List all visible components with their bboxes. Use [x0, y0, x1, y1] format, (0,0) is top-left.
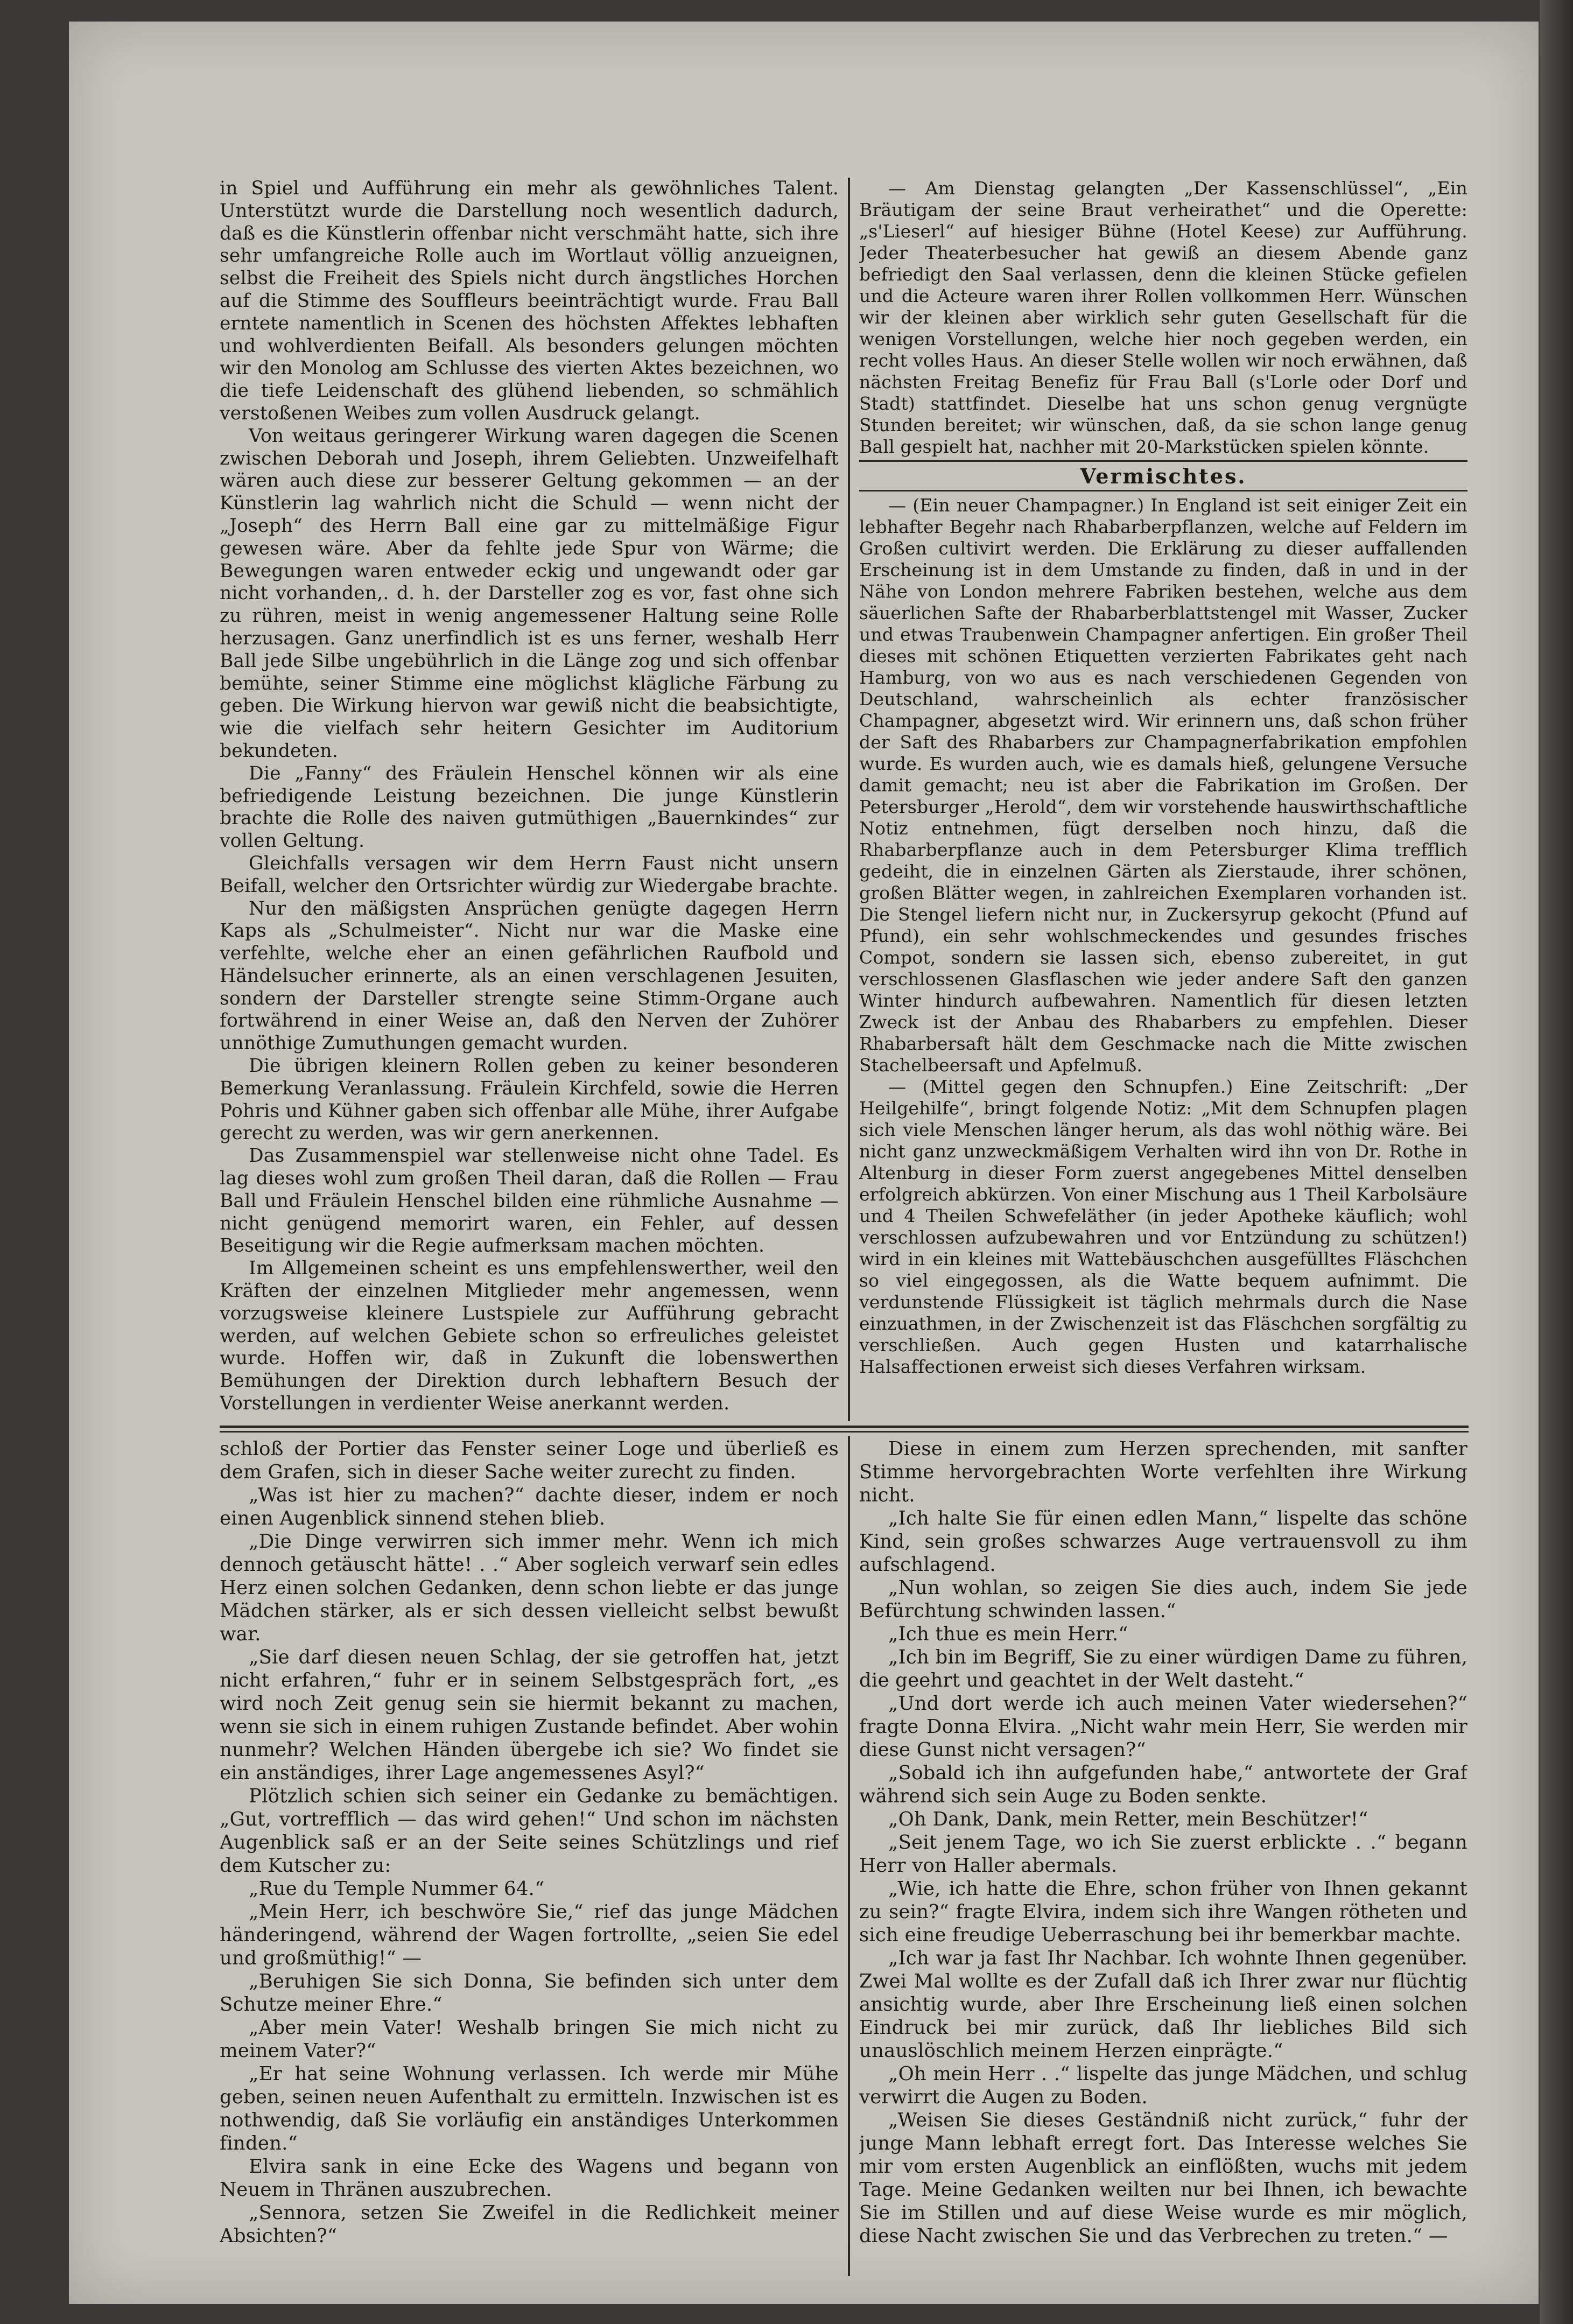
paragraph: „Seit jenem Tage, wo ich Sie zuerst erblickte . .“ begann Herr von Haller abermals. — [859, 1831, 1467, 1877]
paragraph: Diese in einem zum Herzen sprechenden, mit sanfter Stimme hervorgebrachten Worte verfehlten ihre Wirkung nicht. — [859, 1438, 1467, 1506]
paragraph: „Beruhigen Sie sich Donna, Sie befinden sich unter dem Schutze meiner Ehre.“ — [220, 1970, 839, 2016]
section-heading-vermischtes: Vermischtes. — [1080, 464, 1247, 488]
bottom-left-column — [220, 1437, 839, 2277]
column-divider-top — [848, 178, 850, 1421]
article-schnupfen: — (Mittel gegen den Schnupfen.) Eine Zeitschrift: „Der Heilgehilfe“, bringt folgende Notiz: „Mit dem Schnupfen plagen sich viele Menschen länger herum, als das wohl nöthig wäre. Bei nicht ganz unzweckmäßigem Verhalten wird ihn von Dr. Rothe in Altenburg in dieser Form zuerst angegebenes Mittel denselben erfolgreich abkürzen. Von einer Mischung aus 1 Theil Karbolsäure und 4 Theilen Schwefeläther (in jeder Apotheke käuflich; wohl verschlossen aufzubewahren und vor Entzündung zu schützen!) wird in ein kleines mit Wattebäuschchen ausgefülltes Fläschchen so viel eingegossen, als die Watte bequem aufnimmt. Die verdunstende Flüssigkeit ist täglich mehrmals durch die Nase einzuathmen, in der Zwischenzeit ist das Fläschchen sorgfältig zu verschließen. Auch gegen Husten und katarrhalische Halsaffectionen erweist sich dieses Verfahren wirksam. — [859, 1076, 1467, 1377]
paragraph: Von weitaus geringerer Wirkung waren dagegen die Scenen zwischen Deborah und Joseph, ihrem Geliebten. Unzweifelhaft wären auch diese zur besserer Geltung gekommen — an der Künstlerin lag wahrlich nicht die Schuld — wenn nicht der „Joseph“ des Herrn Ball eine gar zu mittelmäßige Figur gewesen wäre. Aber da fehlte jede Spur von Wärme; die Bewegungen waren entweder eckig und ungewandt oder gar nicht vorhanden,. d. h. der Darsteller zog es vor, fast ohne sich zu rühren, meist in wenig angemessener Haltung seine Rolle herzusagen. Ganz unerfindlich ist es uns ferner, weshalb Herr Ball jede Silbe ungebührlich in die Länge zog und sich offenbar bemühte, seiner Stimme eine möglichst klägliche Färbung zu geben. Die Wirkung hiervon war gewiß nicht die beabsichtigte, wie die vielfach sehr heitern Gesichter im Auditorium bekundeten. — [220, 425, 839, 762]
page-binding-edge — [1540, 0, 1573, 2324]
paragraph: in Spiel und Aufführung ein mehr als gewöhnliches Talent. Unterstützt wurde die Darstellung noch wesentlich dadurch, daß es die Künstlerin offenbar nicht verschmäht hatte, sich ihre sehr umfangreiche Rolle auch im Wortlaut völlig anzueignen, selbst die Freiheit des Spiels nicht durch ängstliches Horchen auf die Stimme des Souffleurs beeinträchtigt wurde. Frau Ball erntete namentlich in Scenen des höchsten Affektes lebhaften und wohlverdienten Beifall. Als besonders gelungen möchten wir den Monolog am Schlusse des vierten Aktes bezeichnen, wo die tiefe Leidenschaft des glühend liebenden, so schmählich verstoßenen Weibes zum vollen Ausdruck gelangt. — [220, 178, 839, 424]
paragraph: Das Zusammenspiel war stellenweise nicht ohne Tadel. Es lag dieses wohl zum großen Theil daran, daß die Rollen — Frau Ball und Fräulein Henschel bilden eine rühmliche Ausnahme — nicht genügend memorirt waren, ein Fehler, auf dessen Beseitigung wir die Regie aufmerksam machen möchten. — [220, 1145, 839, 1257]
paragraph: Im Allgemeinen scheint es uns empfehlenswerther, weil den Kräften der einzelnen Mitglieder mehr angemessen, wenn vorzugsweise kleinere Lustspiele zur Aufführung gebracht werden, auf welchen Gebiete schon so erfreuliches geleistet wurde. Hoffen wir, daß in Zukunft die lobenswerthen Bemühungen der Direktion durch lebhaftern Besuch der Vorstellungen in verdienter Weise anerkannt werden. — [220, 1258, 839, 1415]
paragraph: „Oh Dank, Dank, mein Retter, mein Beschützer!“ — [888, 1808, 1368, 1830]
paragraph: „Weisen Sie dieses Geständniß nicht zurück,“ fuhr der junge Mann lebhaft erregt fort. Das Interesse welches Sie mir vom ersten Augenblick an einflößten, wuchs mit jedem Tage. Meine Gedanken weilten nur bei Ihnen, ich bewachte Sie im Stillen und auf diese Weise wurde es mir möglich, diese Nacht zwischen Sie und das Verbrechen zu treten.“ — — [859, 2109, 1467, 2247]
paragraph: „Sennora, setzen Sie Zweifel in die Redlichkeit meiner Absichten?“ — [220, 2202, 839, 2247]
paragraph: Die „Fanny“ des Fräulein Henschel können wir als eine befriedigende Leistung bezeichnen. Die junge Künstlerin brachte die Rolle des naiven gutmüthigen „Bauernkindes“ zur vollen Geltung. — [220, 762, 839, 852]
paragraph: „Er hat seine Wohnung verlassen. Ich werde mir Mühe geben, seinen neuen Aufenthalt zu ermitteln. Inzwischen ist es nothwendig, daß Sie vorläufig ein anständiges Unterkommen finden.“ — [220, 2063, 839, 2154]
top-left-column — [220, 178, 839, 1421]
paragraph: „Ich bin im Begriff, Sie zu einer würdigen Dame zu führen, die geehrt und geachtet in der Welt dasteht.“ — [859, 1646, 1467, 1691]
feuilleton-separator-rule — [220, 1431, 1469, 1433]
paragraph: „Ich thue es mein Herr.“ — [888, 1623, 1128, 1645]
paragraph: „Sobald ich ihn aufgefunden habe,“ antwortete der Graf während sich sein Auge zu Boden senkte. — [859, 1762, 1467, 1807]
paragraph: Elvira sank in eine Ecke des Wagens und begann von Neuem in Thränen auszubrechen. — [220, 2156, 839, 2201]
paragraph: schloß der Portier das Fenster seiner Loge und überließ es dem Grafen, sich in dieser Sache weiter zurecht zu finden. — [220, 1438, 839, 1483]
feuilleton-separator-rule — [220, 1426, 1469, 1428]
theatre-notice: — Am Dienstag gelangten „Der Kassenschlüssel“, „Ein Bräutigam der seine Braut verheirathet“ und die Operette: „s'Lieserl“ auf hiesiger Bühne (Hotel Keese) zur Aufführung. Jeder Theaterbesucher hat gewiß an diesem Abende ganz befriedigt den Saal verlassen, denn die kleinen Stücke gefielen und die Acteure waren ihrer Rollen vollkommen Herr. Wünschen wir der kleinen aber wirklich sehr guten Gesellschaft für die wenigen Vorstellungen, welche hier noch gegeben werden, ein recht volles Haus. An dieser Stelle wollen wir noch erwähnen, daß nächsten Freitag Benefiz für Frau Ball (s'Lorle oder Dorf und Stadt) stattfindet. Dieselbe hat uns schon genug vergnügte Stunden bereitet; wir wünschen, daß, da sie schon lange genug Ball gespielt hat, nachher mit 20-Markstücken spielen könnte. — [859, 178, 1467, 457]
paragraph: Die übrigen kleinern Rollen geben zu keiner besonderen Bemerkung Veranlassung. Fräulein Kirchfeld, sowie die Herren Pohris und Kühner gaben sich offenbar alle Mühe, ihrer Aufgabe gerecht zu werden, was wir gern anerkennen. — [220, 1055, 839, 1145]
paragraph: „Nun wohlan, so zeigen Sie dies auch, indem Sie jede Befürchtung schwinden lassen.“ — [859, 1577, 1467, 1622]
paragraph: „Oh mein Herr . .“ lispelte das junge Mädchen, und schlug verwirrt die Augen zu Boden. — [859, 2063, 1467, 2108]
paragraph: „Ich halte Sie für einen edlen Mann,“ lispelte das schöne Kind, sein großes schwarzes Auge vertrauensvoll zu ihm aufschlagend. — [859, 1507, 1467, 1576]
paragraph: „Was ist hier zu machen?“ dachte dieser, indem er noch einen Augenblick sinnend stehen blieb. — [220, 1484, 839, 1529]
column-divider-bottom — [848, 1436, 850, 2276]
bottom-right-column — [859, 1437, 1467, 2277]
paragraph: „Die Dinge verwirren sich immer mehr. Wenn ich mich dennoch getäuscht hätte! . .“ Aber sogleich verwarf sein edles Herz einen solchen Gedanken, denn schon liebte er das junge Mädchen stärker, als er sich dessen vielleicht selbst bewußt war. — [220, 1530, 839, 1645]
paragraph: „Und dort werde ich auch meinen Vater wiedersehen?“ fragte Donna Elvira. „Nicht wahr mein Herr, Sie werden mir diese Gunst nicht versagen?“ — [859, 1693, 1467, 1761]
paragraph: Plötzlich schien sich seiner ein Gedanke zu bemächtigen. „Gut, vortrefflich — das wird gehen!“ Und schon im nächsten Augenblick saß er an der Seite seines Schützlings und rief dem Kutscher zu: — [220, 1785, 839, 1877]
paragraph: „Mein Herr, ich beschwöre Sie,“ rief das junge Mädchen händeringend, während der Wagen fortrollte, „seien Sie edel und großmüthig!“ — — [220, 1901, 839, 1969]
paragraph: „Aber mein Vater! Weshalb bringen Sie mich nicht zu meinem Vater?“ — [220, 2017, 839, 2062]
paragraph: Nur den mäßigsten Ansprüchen genügte dagegen Herrn Kaps als „Schulmeister“. Nicht nur war die Maske eine verfehlte, welche eher an einen gefährlichen Raufbold und Händelsucher erinnerte, als an einen verschlagenen Jesuiten, sondern der Darsteller strengte seine Stimm-Organe auch fortwährend in einer Weise an, daß den Nerven der Zuhörer unnöthige Zumuthungen gemacht wurden. — [220, 897, 839, 1055]
paragraph: „Ich war ja fast Ihr Nachbar. Ich wohnte Ihnen gegenüber. Zwei Mal wollte es der Zufall daß ich Ihrer zwar nur flüchtig ansichtig wurde, aber Ihre Erscheinung ließ einen solchen Eindruck bei mir zurück, daß Ihr liebliches Bild sich unauslöschlich meinem Herzen einprägte.“ — [859, 1947, 1467, 2062]
section-rule — [859, 490, 1467, 492]
section-rule — [859, 460, 1467, 462]
paragraph: „Wie, ich hatte die Ehre, schon früher von Ihnen gekannt zu sein?“ fragte Elvira, indem sich ihre Wangen rötheten und sich eine freudige Ueberraschung bei ihr bemerkbar machte. — [859, 1878, 1467, 1946]
paragraph: „Sie darf diesen neuen Schlag, der sie getroffen hat, jetzt nicht erfahren,“ fuhr er in seinem Selbstgespräch fort, „es wird noch Zeit genug sein sie hiermit bekannt zu machen, wenn sie sich in einem ruhigen Zustande befindet. Aber wohin nunmehr? Welchen Händen übergebe ich sie? Wo findet sie ein anständiges, ihrer Lage angemessenes Asyl?“ — [220, 1646, 839, 1784]
top-right-column — [859, 178, 1467, 1421]
article-champagne: — (Ein neuer Champagner.) In England ist seit einiger Zeit ein lebhafter Begehr nach Rhabarberpflanzen, welche auf Feldern im Großen cultivirt werden. Die Erklärung zu dieser auffallenden Erscheinung ist in dem Umstande zu finden, daß in und in der Nähe von London mehrere Fabriken bestehen, welche aus dem säuerlichen Safte der Rhabarberblattstengel mit Wasser, Zucker und etwas Traubenwein Champagner anfertigen. Ein großer Theil dieses mit schönen Etiquetten verzierten Fabrikates geht nach Hamburg, von wo aus es nach verschiedenen Gegenden von Deutschland, wahrscheinlich als echter französischer Champagner, abgesetzt wird. Wir erinnern uns, daß schon früher der Saft des Rhabarbers zur Champagnerfabrikation empfohlen wurde. Es wurden auch, wie es damals hieß, gelungene Versuche damit gemacht; neu ist aber die Fabrikation im Großen. Der Petersburger „Herold“, dem wir vorstehende hauswirthschaftliche Notiz entnehmen, fügt derselben noch hinzu, daß die Rhabarberpflanze auch in dem Petersburger Klima trefflich gedeiht, die in einzelnen Gärten als Zierstaude, ihrer schönen, großen Blätter wegen, in zahlreichen Exemplaren vorhanden ist. Die Stengel liefern nicht nur, in Zuckersyrup gekocht (Pfund auf Pfund), ein sehr wohlschmeckendes und gesundes frisches Compot, sondern sie lassen sich, ebenso zubereitet, in gut verschlossenen Glasflaschen wie jeder andere Saft den ganzen Winter hindurch aufbewahren. Namentlich für diesen letzten Zweck ist der Anbau des Rhabarbers zu empfehlen. Dieser Rhabarbersaft hält dem Geschmacke nach die Mitte zwischen Stachelbeersaft und Apfelmuß. — [859, 495, 1467, 1076]
paragraph: „Rue du Temple Nummer 64.“ — [249, 1878, 545, 1900]
paragraph: Gleichfalls versagen wir dem Herrn Faust nicht unsern Beifall, welcher den Ortsrichter würdig zur Wiedergabe brachte. — [220, 852, 839, 897]
